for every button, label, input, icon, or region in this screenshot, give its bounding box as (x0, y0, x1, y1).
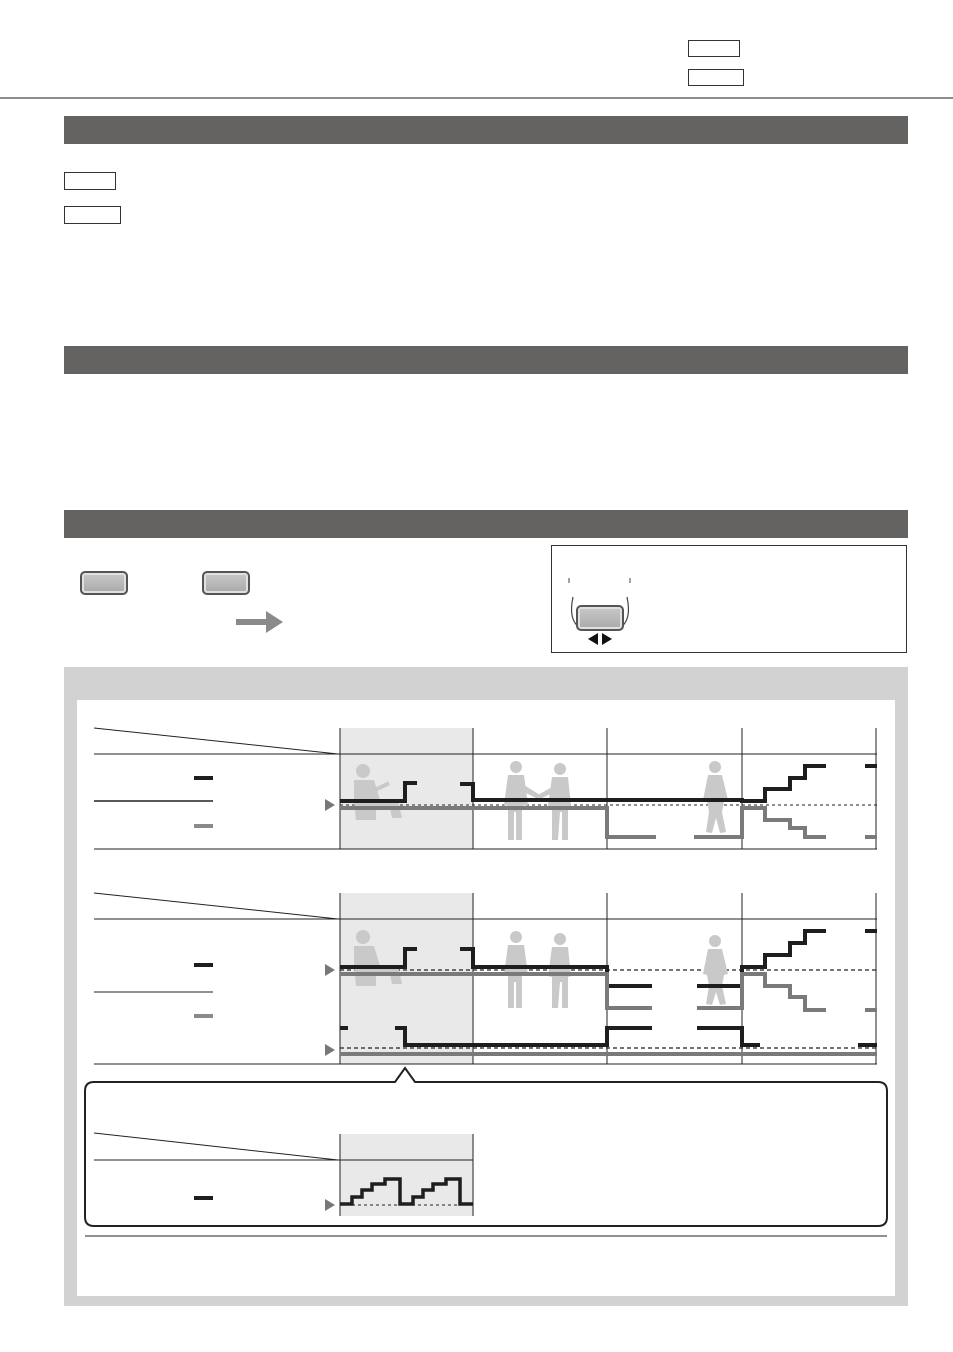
knob-button[interactable] (576, 605, 624, 631)
section-bar-2 (64, 346, 908, 374)
header-divider (0, 97, 953, 99)
section1-label-box-2 (64, 206, 121, 224)
header-label-box-1 (688, 40, 740, 57)
knob-info-box (551, 545, 907, 653)
header-label-box-2 (688, 69, 744, 86)
section-bar-1 (64, 116, 908, 144)
control-button-1[interactable] (80, 571, 128, 595)
section1-label-box-1 (64, 172, 116, 190)
control-button-2[interactable] (202, 571, 250, 595)
section-bar-3 (64, 510, 908, 538)
diagram-panel-inner (77, 700, 895, 1296)
